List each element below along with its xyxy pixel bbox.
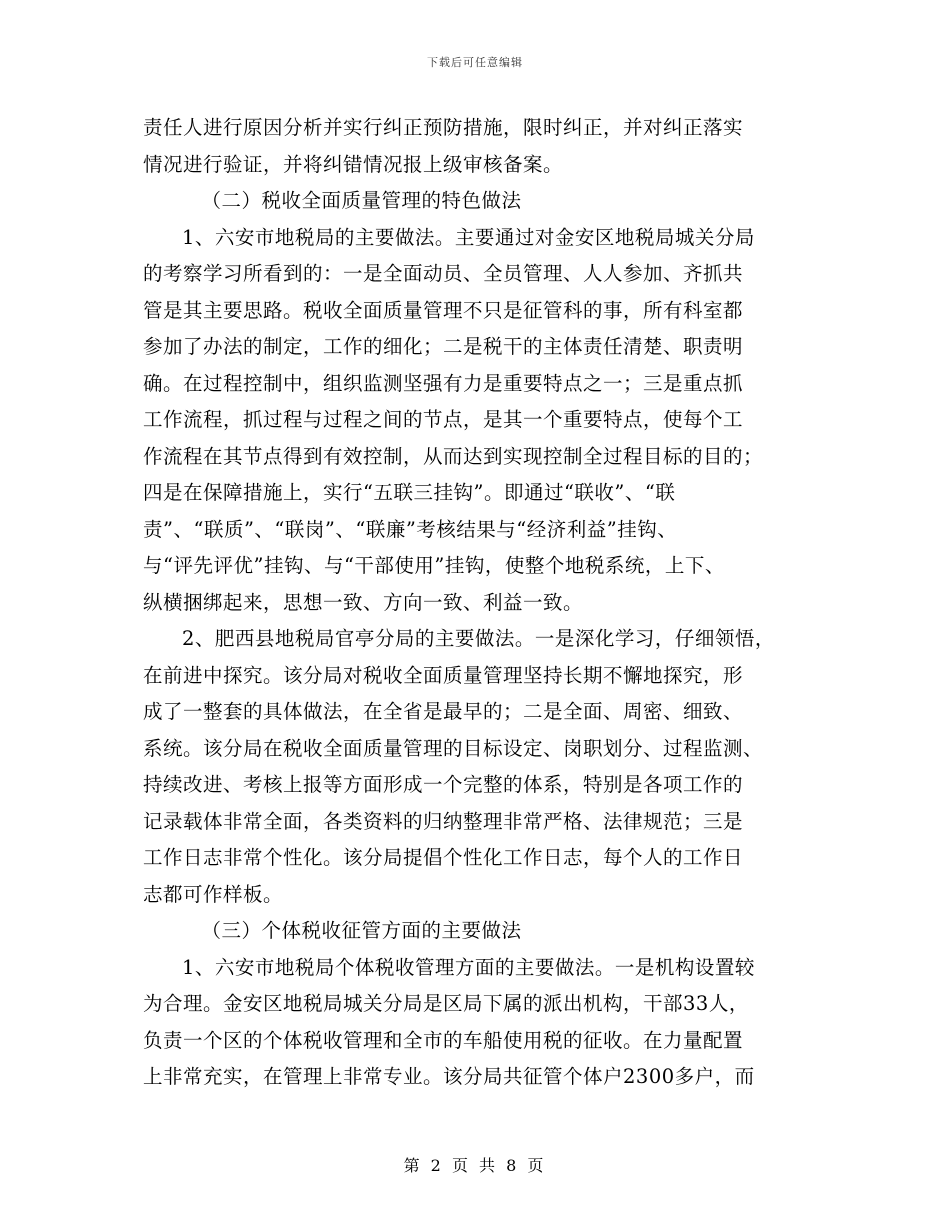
text-line: 责任人进行原因分析并实行纠正预防措施，限时纠正，并对纠正落实: [143, 116, 744, 139]
text-line: 为合理。金安区地税局城关分局是区局下属的派出机构，干部33人，: [143, 992, 749, 1015]
text-line: 志都可作样板。: [143, 882, 284, 906]
text-line: 在前进中探究。该分局对税收全面质量管理坚持长期不懈地探究，形: [143, 663, 744, 687]
text-line: 负责一个区的个体税收管理和全市的车船使用税的征收。在力量配置: [143, 1028, 744, 1052]
paragraph-start: 1、六安市地税局的主要做法。主要通过对金安区地税局城关分局: [182, 225, 755, 249]
text-line: 四是在保障措施上，实行“五联三挂钩”。即通过“联收”、“联: [143, 481, 676, 504]
page-header-note: 下载后可任意编辑: [427, 56, 523, 69]
section-heading: （三）个体税收征管方面的主要做法: [201, 919, 522, 942]
page-number-footer: 第 2 页 共 8 页: [403, 1156, 547, 1175]
text-line: 记录载体非常全面，各类资料的归纳整理非常严格、法律规范；三是: [143, 809, 744, 833]
text-line: 确。在过程控制中，组织监测坚强有力是重要特点之一；三是重点抓: [143, 371, 744, 395]
text-line: 情况进行验证，并将纠错情况报上级审核备案。: [143, 152, 564, 176]
text-line: 责”、“联质”、“联岗”、“联廉”考核结果与“经济利益”挂钩、: [143, 517, 678, 541]
text-line: 上非常充实，在管理上非常专业。该分局共征管个体户2300多户，而: [143, 1065, 755, 1088]
text-line: 作流程在其节点得到有效控制，从而达到实现控制全过程目标的目的；: [143, 444, 764, 468]
text-line: 成了一整套的具体做法，在全省是最早的；二是全面、周密、细致、: [143, 700, 744, 723]
paragraph-start: 2、肥西县地税局官亭分局的主要做法。一是深化学习，仔细领悟，: [182, 627, 775, 650]
text-line: 与“评先评优”挂钩、与“干部使用”挂钩，使整个地税系统，上下、: [143, 554, 725, 577]
document-body: [143, 110, 823, 1096]
text-line: 的考察学习所看到的：一是全面动员、全员管理、人人参加、齐抓共: [143, 262, 744, 285]
text-line: 持续改进、考核上报等方面形成一个完整的体系，特别是各项工作的: [143, 773, 744, 796]
text-line: 管是其主要思路。税收全面质量管理不只是征管科的事，所有科室都: [143, 298, 744, 322]
paragraph-start: 1、六安市地税局个体税收管理方面的主要做法。一是机构设置较: [182, 955, 755, 979]
text-line: 工作日志非常个性化。该分局提倡个性化工作日志，每个人的工作日: [143, 846, 744, 869]
text-line: 系统。该分局在税收全面质量管理的目标设定、岗职划分、过程监测、: [143, 736, 764, 760]
text-line: 纵横捆绑起来，思想一致、方向一致、利益一致。: [143, 590, 584, 614]
text-line: 工作流程，抓过程与过程之间的节点，是其一个重要特点，使每个工: [143, 408, 744, 431]
section-heading: （二）税收全面质量管理的特色做法: [201, 189, 522, 212]
text-line: 参加了办法的制定，工作的细化；二是税干的主体责任清楚、职责明: [143, 335, 744, 358]
